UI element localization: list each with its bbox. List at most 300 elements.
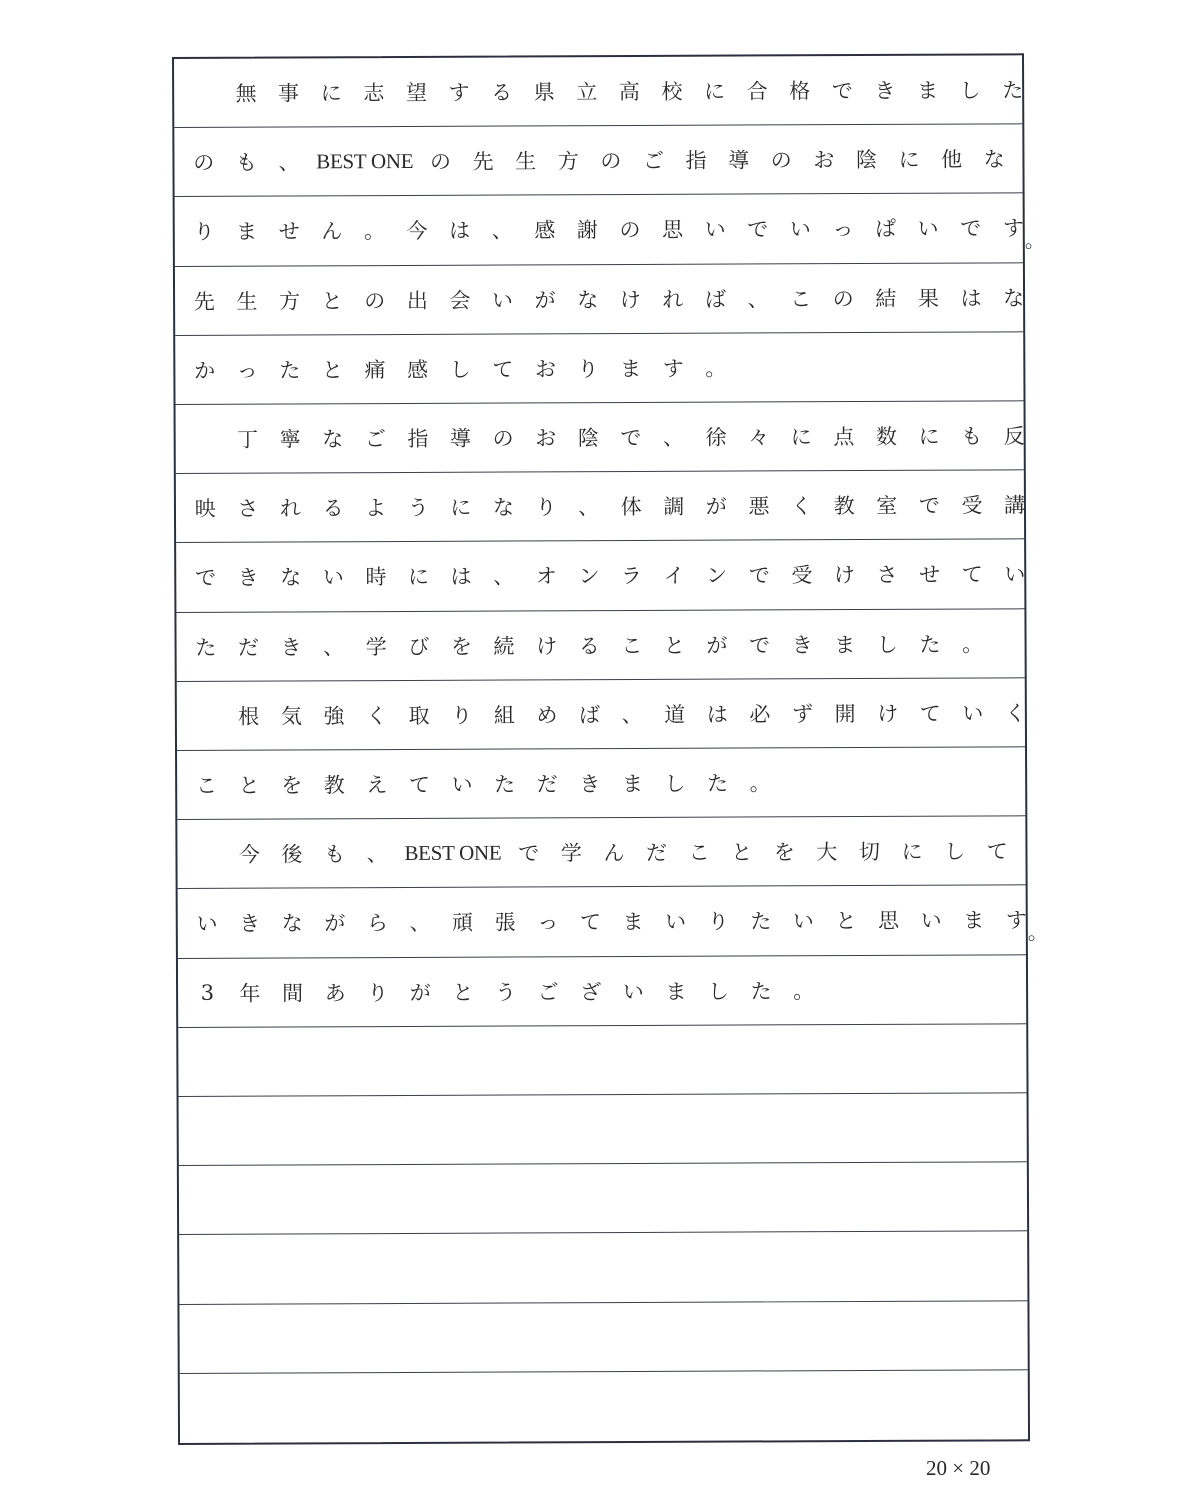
char-cell: て bbox=[492, 357, 514, 382]
char-cell: 教 bbox=[323, 773, 345, 798]
char-cell: は bbox=[706, 702, 728, 727]
manuscript-row bbox=[179, 1093, 1027, 1166]
char-cell: け bbox=[833, 563, 856, 588]
char-cell: い bbox=[491, 288, 514, 313]
char-cell: だ bbox=[536, 772, 558, 797]
char-cell: て bbox=[579, 910, 601, 935]
char-cell: 根 bbox=[238, 704, 260, 729]
char-cell: る bbox=[578, 633, 600, 658]
char-cell: に bbox=[320, 81, 342, 106]
char-cell: り bbox=[577, 357, 599, 382]
char-cell: ん bbox=[603, 841, 625, 866]
char-cell: い bbox=[792, 909, 814, 934]
char-cell: 生 bbox=[236, 289, 258, 314]
overflow-punctuation: 。 bbox=[1024, 228, 1045, 253]
char-cell: ば bbox=[578, 703, 601, 728]
char-cell: 出 bbox=[406, 288, 428, 313]
char-cell: て bbox=[408, 772, 430, 798]
char-cell: り bbox=[367, 980, 389, 1005]
char-cell: さ bbox=[876, 563, 898, 588]
char-cell: っ bbox=[537, 910, 559, 935]
char-cell: ら bbox=[366, 911, 389, 936]
char-cell: で bbox=[831, 79, 853, 104]
char-cell: 、 bbox=[491, 218, 513, 244]
manuscript-line bbox=[187, 1232, 1027, 1304]
manuscript-line bbox=[185, 816, 1025, 888]
char-cell: 指 bbox=[407, 426, 429, 452]
char-cell: 感 bbox=[407, 357, 429, 382]
manuscript-line bbox=[183, 263, 1023, 335]
char-cell: け bbox=[877, 701, 899, 726]
char-cell: り bbox=[535, 495, 557, 520]
char-cell: で bbox=[518, 841, 540, 866]
latin-word: BEST ONE bbox=[404, 840, 502, 865]
char-cell: 今 bbox=[406, 219, 428, 244]
char-cell: の bbox=[429, 150, 452, 175]
char-cell: い bbox=[789, 217, 811, 242]
manuscript-row bbox=[175, 332, 1023, 405]
char-cell: な bbox=[1003, 285, 1025, 311]
char-cell: の bbox=[492, 426, 514, 451]
char-cell: し bbox=[664, 771, 686, 796]
manuscript-row bbox=[174, 55, 1022, 128]
manuscript-row bbox=[178, 1024, 1026, 1097]
char-cell: の bbox=[193, 151, 215, 176]
char-cell: で bbox=[747, 217, 769, 242]
char-cell: お bbox=[534, 357, 556, 382]
char-cell: 立 bbox=[576, 80, 598, 105]
char-cell: 強 bbox=[323, 704, 345, 729]
char-cell: き bbox=[579, 772, 601, 797]
char-cell: 無 bbox=[235, 81, 257, 106]
char-cell: お bbox=[813, 148, 835, 173]
manuscript-row bbox=[175, 263, 1023, 336]
char-cell: 教 bbox=[833, 494, 855, 519]
char-cell: と bbox=[238, 773, 260, 798]
char-cell: は bbox=[449, 219, 471, 244]
char-cell: 道 bbox=[664, 702, 686, 727]
manuscript-row bbox=[178, 886, 1048, 959]
char-cell: 開 bbox=[834, 701, 856, 727]
char-cell bbox=[184, 427, 227, 451]
char-cell bbox=[185, 704, 228, 728]
char-cell: の bbox=[832, 286, 854, 311]
manuscript-line bbox=[185, 678, 1025, 750]
char-cell: な bbox=[492, 495, 514, 520]
char-cell: く bbox=[365, 703, 388, 729]
char-cell: に bbox=[898, 148, 920, 173]
manuscript-row bbox=[179, 1301, 1027, 1374]
char-cell: だ bbox=[645, 841, 668, 866]
char-cell: し bbox=[449, 357, 471, 382]
manuscript-row bbox=[176, 470, 1024, 543]
manuscript-sheet bbox=[172, 53, 1048, 1445]
char-cell: 々 bbox=[748, 425, 770, 450]
char-cell: て bbox=[919, 701, 941, 726]
char-cell: だ bbox=[237, 635, 260, 660]
char-cell: し bbox=[959, 78, 981, 103]
char-cell bbox=[185, 842, 228, 866]
char-cell: 今 bbox=[238, 842, 260, 867]
char-cell: ま bbox=[916, 78, 939, 103]
char-cell: い bbox=[920, 909, 942, 934]
char-cell: ば bbox=[704, 287, 727, 312]
char-cell: 年 bbox=[239, 981, 261, 1006]
char-cell: 、 bbox=[662, 425, 685, 450]
char-cell: し bbox=[707, 979, 730, 1004]
char-cell: 県 bbox=[533, 80, 555, 105]
char-cell: た bbox=[750, 979, 772, 1004]
char-cell: 組 bbox=[493, 703, 515, 728]
manuscript-line bbox=[187, 1301, 1027, 1373]
char-cell: ま bbox=[620, 356, 642, 381]
latin-word: BEST ONE bbox=[316, 148, 414, 174]
char-cell: 。 bbox=[962, 632, 984, 657]
char-cell: ん bbox=[321, 219, 343, 244]
char-cell: 陰 bbox=[577, 426, 599, 451]
manuscript-row bbox=[179, 1162, 1027, 1235]
char-cell: に bbox=[450, 495, 472, 521]
char-cell: き bbox=[239, 912, 261, 937]
char-cell: っ bbox=[832, 217, 854, 242]
manuscript-line bbox=[184, 470, 1024, 542]
char-cell: と bbox=[321, 288, 343, 314]
char-cell: す bbox=[662, 356, 684, 381]
manuscript-row bbox=[176, 401, 1024, 474]
char-cell: で bbox=[749, 633, 771, 658]
char-cell: 反 bbox=[1003, 424, 1025, 449]
manuscript-row bbox=[176, 609, 1024, 682]
char-cell: な bbox=[280, 565, 302, 591]
char-cell: に bbox=[918, 424, 940, 449]
char-cell: け bbox=[536, 634, 558, 659]
char-cell: ぱ bbox=[875, 217, 897, 242]
char-cell: 。 bbox=[705, 356, 727, 381]
char-cell: こ bbox=[621, 633, 643, 658]
char-cell: る bbox=[322, 496, 344, 521]
char-cell: で bbox=[918, 493, 940, 519]
char-cell: ざ bbox=[580, 979, 602, 1004]
char-cell: 結 bbox=[875, 286, 897, 311]
overflow-punctuation: 。 bbox=[1027, 920, 1048, 945]
char-cell: ご bbox=[642, 149, 665, 174]
char-cell: 切 bbox=[858, 840, 881, 865]
char-cell: 、 bbox=[493, 564, 515, 590]
char-cell: ま bbox=[834, 632, 856, 657]
char-cell: 痛 bbox=[364, 357, 386, 383]
char-cell: 会 bbox=[449, 288, 471, 313]
manuscript-row bbox=[179, 1232, 1027, 1305]
char-cell: 生 bbox=[515, 149, 537, 174]
char-cell: た bbox=[919, 632, 941, 657]
char-cell: を bbox=[773, 840, 795, 865]
char-cell: 学 bbox=[365, 634, 387, 659]
char-cell: の bbox=[600, 149, 622, 174]
char-cell: 指 bbox=[685, 148, 707, 174]
char-cell: き bbox=[874, 78, 896, 104]
manuscript-row bbox=[175, 194, 1045, 267]
char-cell: ま bbox=[621, 772, 643, 797]
char-cell: 学 bbox=[560, 841, 582, 866]
char-cell: な bbox=[577, 287, 599, 312]
char-cell: 、 bbox=[409, 911, 431, 936]
char-cell: な bbox=[322, 427, 344, 452]
char-cell: き bbox=[791, 632, 813, 657]
char-cell: ま bbox=[622, 910, 644, 935]
char-cell: 丁 bbox=[237, 427, 259, 452]
char-cell: 方 bbox=[278, 289, 301, 314]
char-cell: な bbox=[281, 911, 303, 937]
char-cell: と bbox=[452, 980, 474, 1005]
char-cell bbox=[182, 81, 225, 105]
char-cell: に bbox=[790, 425, 812, 450]
char-cell: 校 bbox=[661, 79, 683, 104]
char-cell: い bbox=[451, 772, 473, 797]
char-cell: と bbox=[663, 633, 685, 658]
char-cell: け bbox=[619, 287, 641, 312]
char-cell: 導 bbox=[449, 426, 472, 451]
manuscript-line bbox=[186, 1024, 1026, 1096]
char-cell: く bbox=[1004, 701, 1027, 726]
char-cell: が bbox=[705, 494, 727, 519]
char-cell: と bbox=[731, 840, 753, 865]
manuscript-line bbox=[187, 1093, 1027, 1165]
char-cell: 大 bbox=[816, 840, 838, 865]
char-cell: う bbox=[407, 496, 429, 521]
char-cell: を bbox=[281, 773, 303, 798]
char-cell: 講 bbox=[1003, 493, 1026, 518]
char-cell: も bbox=[961, 424, 983, 449]
char-cell: 時 bbox=[365, 565, 387, 590]
char-cell: れ bbox=[662, 287, 684, 312]
char-cell: 事 bbox=[278, 81, 300, 106]
char-cell: が bbox=[409, 980, 431, 1005]
char-cell: ン bbox=[578, 564, 600, 589]
char-cell: 格 bbox=[789, 79, 811, 104]
manuscript-line bbox=[183, 332, 1023, 404]
char-cell: い bbox=[962, 701, 984, 726]
char-cell: 志 bbox=[363, 81, 385, 106]
char-cell: 、 bbox=[578, 495, 600, 520]
char-cell: せ bbox=[919, 563, 941, 588]
char-cell: 、 bbox=[366, 842, 388, 867]
char-cell: ま bbox=[236, 220, 258, 245]
manuscript-row bbox=[176, 540, 1024, 613]
char-cell: ン bbox=[706, 564, 728, 589]
char-cell: か bbox=[194, 358, 216, 383]
manuscript-line bbox=[188, 1370, 1028, 1443]
char-cell: た bbox=[279, 358, 301, 383]
char-cell: 取 bbox=[408, 703, 430, 728]
manuscript-line bbox=[183, 194, 1023, 266]
char-cell: 、 bbox=[621, 702, 643, 727]
char-cell: 点 bbox=[833, 425, 855, 450]
char-cell: に bbox=[704, 79, 726, 104]
char-cell: え bbox=[366, 773, 388, 798]
char-cell: 他 bbox=[941, 147, 963, 172]
char-cell: 後 bbox=[281, 842, 303, 867]
char-cell: 合 bbox=[746, 79, 768, 104]
char-cell: オ bbox=[535, 564, 557, 589]
char-cell: 先 bbox=[472, 149, 494, 174]
char-cell: と bbox=[835, 909, 857, 934]
char-cell: ご bbox=[364, 427, 386, 452]
char-cell: を bbox=[450, 634, 472, 659]
char-cell: る bbox=[491, 80, 513, 105]
char-cell: し bbox=[944, 839, 966, 864]
char-cell: で bbox=[620, 426, 642, 451]
char-cell: て bbox=[986, 839, 1008, 864]
char-cell: の bbox=[770, 148, 792, 173]
char-cell: 気 bbox=[280, 704, 302, 729]
char-cell: す bbox=[1005, 908, 1027, 933]
char-cell: ラ bbox=[620, 564, 643, 589]
manuscript-row bbox=[177, 816, 1025, 889]
grid-size-label: 20 × 20 bbox=[926, 1456, 991, 1480]
char-cell: び bbox=[408, 634, 430, 659]
char-cell: イ bbox=[663, 564, 685, 589]
char-cell: た bbox=[1002, 78, 1024, 103]
char-cell: 先 bbox=[193, 289, 215, 314]
char-cell: り bbox=[193, 220, 215, 245]
char-cell: 感 bbox=[534, 218, 556, 243]
char-cell: 望 bbox=[405, 80, 427, 106]
char-cell: ご bbox=[537, 980, 559, 1005]
char-cell: こ bbox=[790, 286, 812, 311]
char-cell: 体 bbox=[620, 495, 642, 520]
char-cell: 方 bbox=[557, 149, 579, 174]
char-cell: 謝 bbox=[576, 218, 598, 243]
manuscript-line bbox=[187, 1162, 1027, 1234]
manuscript-row bbox=[174, 124, 1022, 197]
char-cell: い bbox=[622, 979, 644, 1004]
char-cell: こ bbox=[688, 840, 710, 866]
char-cell: 、 bbox=[323, 634, 345, 660]
char-cell: ま bbox=[665, 979, 687, 1004]
char-cell: こ bbox=[195, 773, 218, 798]
manuscript-line bbox=[184, 401, 1024, 473]
char-cell: 。 bbox=[749, 771, 771, 796]
char-cell: れ bbox=[279, 496, 302, 521]
char-cell: り bbox=[707, 910, 729, 935]
char-cell: と bbox=[321, 358, 343, 383]
char-cell: 。 bbox=[363, 219, 385, 244]
char-cell: 調 bbox=[663, 495, 685, 520]
char-cell: 張 bbox=[494, 910, 516, 936]
char-cell: 室 bbox=[876, 494, 898, 519]
char-cell: 必 bbox=[749, 702, 771, 727]
char-cell: で bbox=[748, 563, 770, 588]
char-cell: 陰 bbox=[855, 148, 878, 173]
manuscript-line bbox=[182, 124, 1022, 196]
char-cell: は bbox=[960, 286, 982, 311]
manuscript-line bbox=[185, 747, 1025, 819]
char-cell: 、 bbox=[747, 287, 769, 312]
char-cell: も bbox=[324, 842, 346, 867]
char-cell: い bbox=[704, 218, 726, 243]
char-cell: が bbox=[534, 288, 556, 313]
char-cell: い bbox=[917, 217, 939, 242]
char-cell: で bbox=[195, 566, 217, 591]
char-cell: 悪 bbox=[748, 494, 770, 519]
char-cell: い bbox=[665, 910, 687, 935]
char-cell: た bbox=[750, 909, 772, 934]
char-cell: の bbox=[364, 288, 386, 313]
char-cell: な bbox=[983, 147, 1005, 172]
char-cell: さ bbox=[237, 496, 259, 522]
char-cell: た bbox=[494, 772, 516, 797]
char-cell: 頑 bbox=[452, 911, 474, 936]
manuscript-line bbox=[184, 609, 1024, 681]
manuscript-row bbox=[180, 1370, 1028, 1443]
manuscript-line bbox=[186, 886, 1026, 958]
char-cell: て bbox=[961, 562, 983, 588]
manuscript-row bbox=[177, 678, 1025, 751]
char-cell: も bbox=[235, 150, 257, 176]
char-cell: 寧 bbox=[279, 427, 301, 452]
manuscript-line bbox=[184, 540, 1024, 612]
manuscript-line bbox=[186, 955, 1026, 1027]
char-cell: う bbox=[494, 980, 517, 1005]
char-cell: い bbox=[1004, 562, 1026, 587]
char-cell: 思 bbox=[662, 218, 684, 243]
char-cell: き bbox=[280, 635, 302, 660]
char-cell: は bbox=[450, 565, 472, 590]
char-cell: す bbox=[448, 80, 470, 105]
char-cell: 導 bbox=[728, 148, 750, 173]
char-cell: っ bbox=[236, 358, 258, 383]
char-cell: よ bbox=[365, 496, 387, 521]
char-cell: 果 bbox=[917, 286, 940, 311]
char-cell: に bbox=[407, 565, 430, 590]
char-cell: で bbox=[960, 216, 982, 242]
char-cell: 、 bbox=[278, 150, 300, 175]
char-cell: が bbox=[706, 633, 728, 658]
char-cell: た bbox=[707, 771, 729, 796]
char-cell: 間 bbox=[282, 981, 304, 1006]
char-cell: ま bbox=[963, 908, 985, 934]
char-cell: 数 bbox=[875, 424, 898, 450]
char-cell: め bbox=[536, 703, 558, 728]
char-cell: 続 bbox=[493, 634, 515, 659]
char-cell: が bbox=[324, 911, 346, 936]
char-cell: 徐 bbox=[705, 425, 727, 450]
char-cell: 思 bbox=[878, 909, 900, 934]
char-cell: の bbox=[619, 218, 641, 243]
char-cell: き bbox=[237, 566, 259, 591]
char-cell: 高 bbox=[618, 80, 640, 105]
char-cell: い bbox=[322, 565, 344, 590]
char-cell: ず bbox=[791, 702, 814, 727]
char-cell: り bbox=[451, 703, 473, 728]
char-cell: 映 bbox=[194, 497, 216, 522]
char-cell: 3 bbox=[200, 980, 215, 1005]
char-cell: 受 bbox=[791, 563, 813, 588]
char-cell: 受 bbox=[961, 493, 983, 518]
char-cell: お bbox=[535, 426, 557, 451]
manuscript-row bbox=[178, 955, 1026, 1028]
char-cell: く bbox=[791, 494, 813, 519]
char-cell: あ bbox=[324, 980, 346, 1006]
char-cell: た bbox=[195, 635, 217, 660]
char-cell: に bbox=[901, 840, 923, 865]
char-cell: 。 bbox=[793, 978, 815, 1003]
manuscript-line bbox=[182, 55, 1022, 127]
char-cell: い bbox=[196, 912, 218, 937]
manuscript-row bbox=[177, 747, 1025, 820]
char-cell: せ bbox=[278, 219, 300, 245]
char-cell: し bbox=[876, 632, 898, 657]
